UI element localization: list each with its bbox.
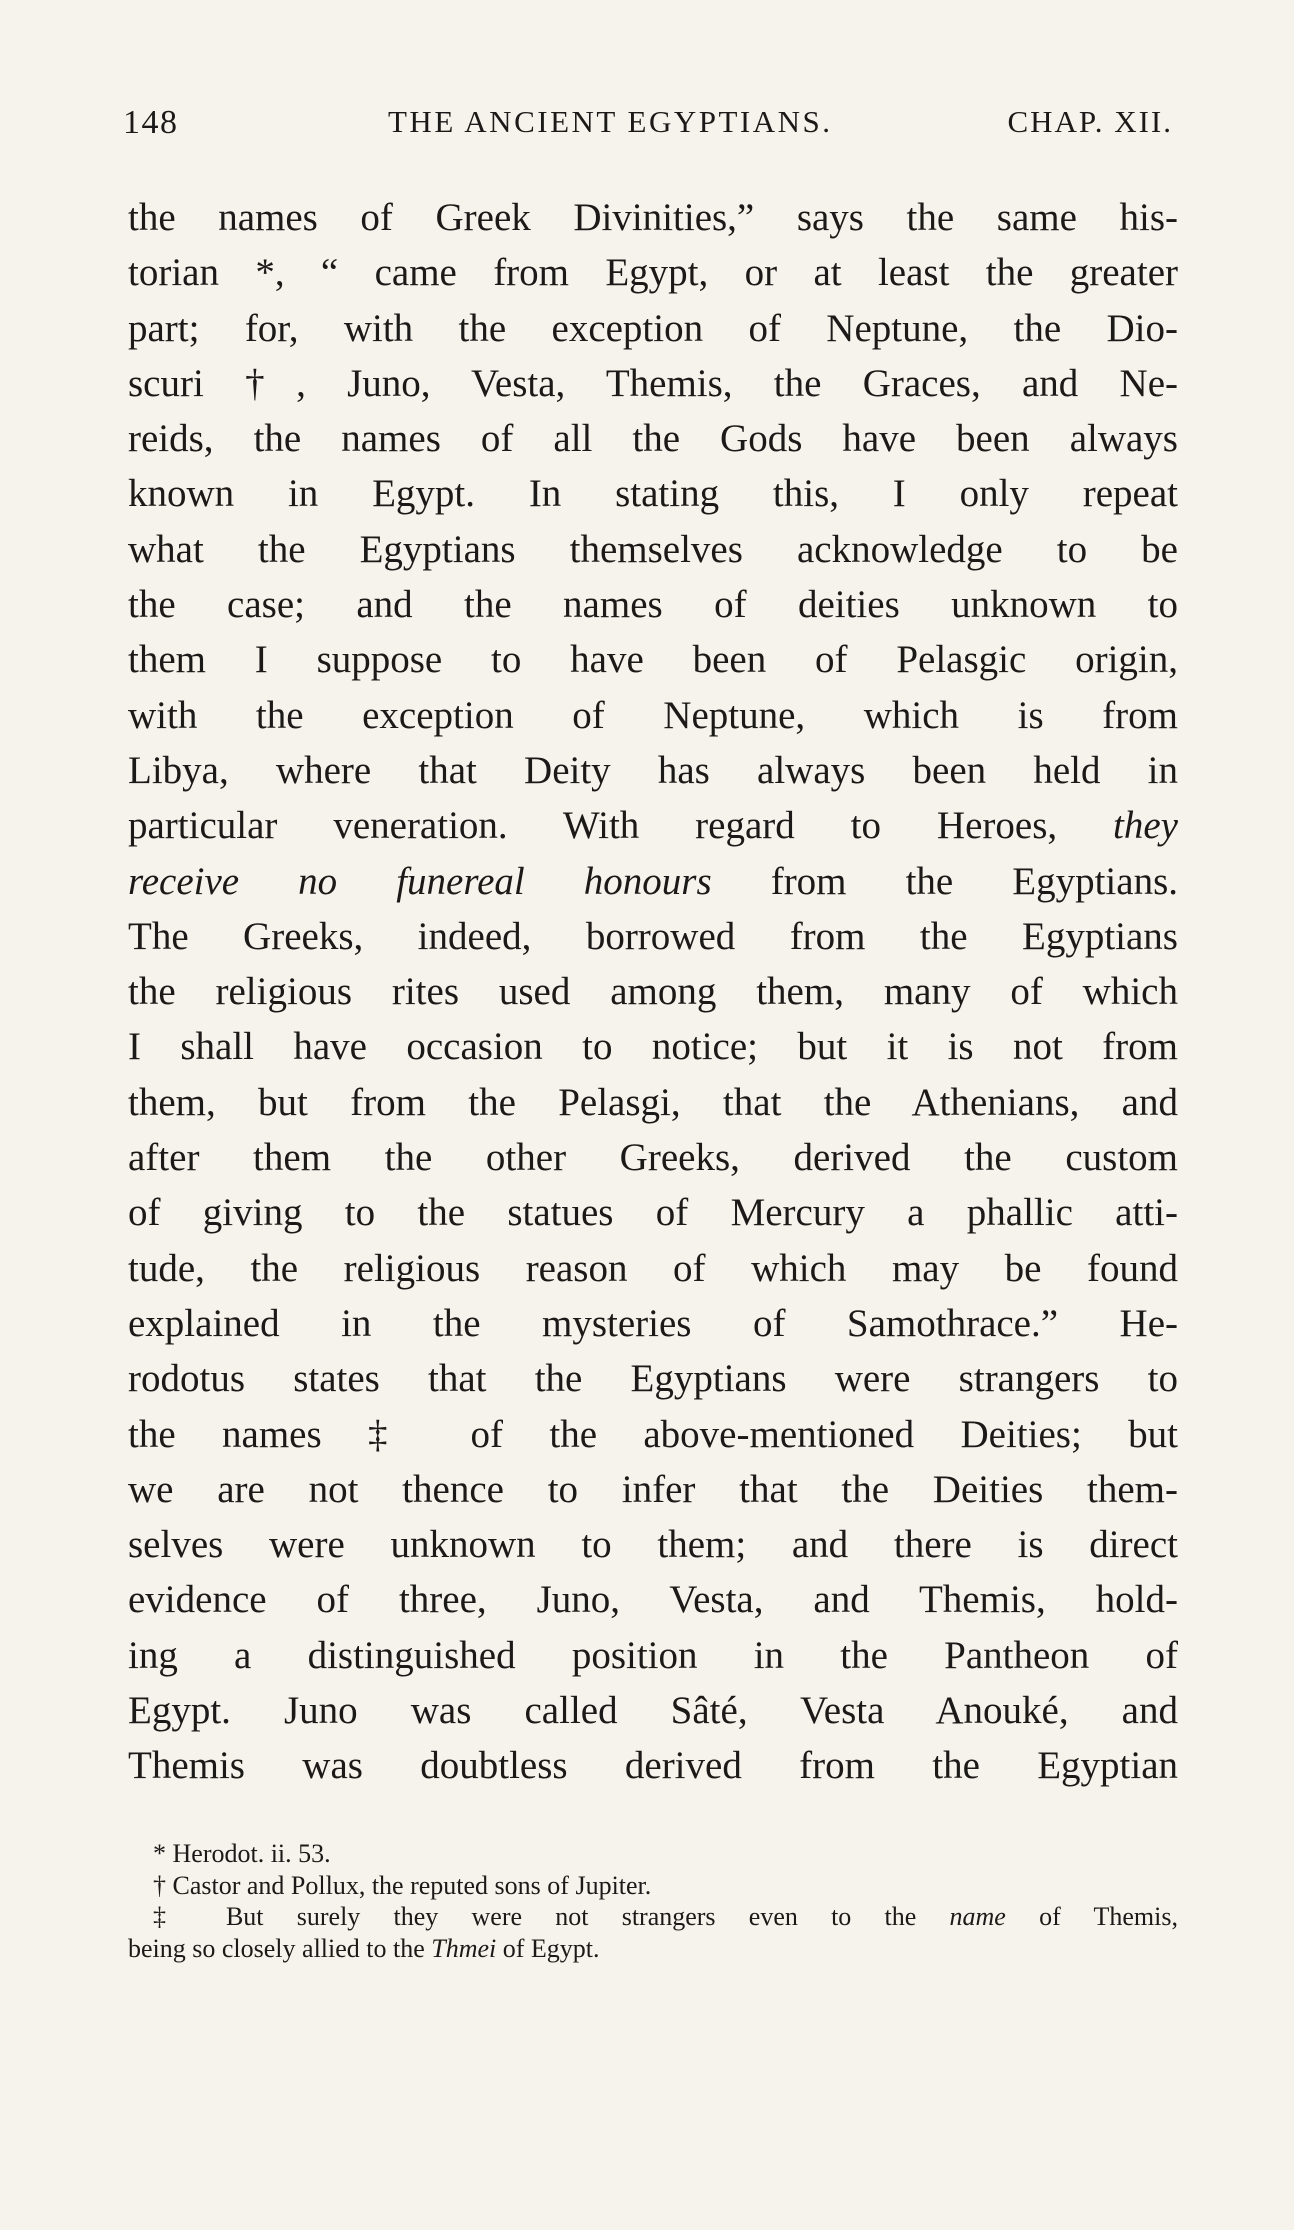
text-line: [128, 798, 1178, 853]
text-segment: them, but from the Pelasgi, that the Athenians, and: [128, 1080, 1178, 1124]
text-segment: evidence of three, Juno, Vesta, and Themis, hold-: [128, 1578, 1178, 1622]
text-segment: what the Egyptians themselves acknowledge to be: [128, 527, 1178, 571]
main-text: [128, 190, 1178, 1794]
text-line: [128, 301, 1178, 356]
text-line: [128, 964, 1178, 1019]
text-segment: The Greeks, indeed, borrowed from the Egyptians: [128, 914, 1178, 958]
text-line: [128, 1628, 1178, 1683]
chapter-label: CHAP. XII.: [1007, 104, 1173, 139]
text-segment: from the Egyptians.: [711, 859, 1178, 903]
text-segment: after them the other Greeks, derived the custom: [128, 1136, 1178, 1180]
footnote-4-italic: Thmei: [431, 1933, 497, 1963]
text-segment: rodotus states that the Egyptians were strangers to: [128, 1357, 1178, 1401]
text-line: [128, 356, 1178, 411]
footnote-3-continued: [128, 1933, 1178, 1965]
text-segment: scuri †, Juno, Vesta, Themis, the Graces, and Ne-: [128, 361, 1178, 405]
text-line: [128, 1517, 1178, 1572]
text-line: [128, 1130, 1178, 1185]
text-segment: part; for, with the exception of Neptune, the Dio-: [128, 306, 1178, 350]
footnote-2: † Castor and Pollux, the reputed sons of Jupiter.: [153, 1870, 652, 1900]
footnote-3-text: ‡ But surely they were not strangers even to the: [153, 1902, 950, 1931]
text-segment: with the exception of Neptune, which is from: [128, 693, 1178, 737]
text-line: [128, 1351, 1178, 1406]
running-header: [123, 104, 1173, 150]
text-segment: the case; and the names of deities unknown to: [128, 583, 1178, 627]
text-line: [128, 245, 1178, 300]
text-line: [128, 411, 1178, 466]
text-line: [128, 577, 1178, 632]
page-number: 148: [123, 104, 179, 141]
text-segment: particular veneration. With regard to Heroes,: [128, 804, 1114, 848]
footnote-3-italic: name: [949, 1902, 1006, 1931]
text-segment: Themis was doubtless derived from the Egyptian: [128, 1744, 1178, 1788]
text-line: [128, 632, 1178, 687]
text-line: [128, 1241, 1178, 1296]
text-line: [128, 688, 1178, 743]
text-line: [128, 1683, 1178, 1738]
text-line: [128, 190, 1178, 245]
text-segment: explained in the mysteries of Samothrace.” He-: [128, 1301, 1178, 1345]
text-line: [128, 466, 1178, 521]
text-segment: tude, the religious reason of which may be found: [128, 1246, 1178, 1290]
footnotes: [128, 1838, 1178, 1964]
text-segment: Egypt. Juno was called Sâté, Vesta Anouké, and: [128, 1689, 1178, 1733]
footnote-3: [128, 1901, 1178, 1933]
text-segment: them I suppose to have been of Pelasgic origin,: [128, 638, 1178, 682]
text-segment: I shall have occasion to notice; but it is not from: [128, 1025, 1178, 1069]
text-line: [128, 1407, 1178, 1462]
text-segment: of giving to the statues of Mercury a phallic atti-: [128, 1191, 1178, 1235]
text-line: [128, 1462, 1178, 1517]
text-segment: the names of Greek Divinities,” says the same his-: [128, 196, 1178, 239]
italic-segment: they: [1113, 804, 1178, 848]
text-line: [128, 1019, 1178, 1074]
footnote-4-tail: of Egypt.: [496, 1933, 600, 1963]
footnote-3-tail: of Themis,: [1005, 1902, 1178, 1931]
text-line: [128, 1075, 1178, 1130]
italic-segment: receive no funereal honours: [128, 859, 712, 903]
text-segment: the names ‡ of the above-mentioned Deities; but: [128, 1412, 1178, 1456]
text-segment: torian *, “ came from Egypt, or at least the greater: [128, 251, 1178, 295]
text-segment: known in Egypt. In stating this, I only repeat: [128, 472, 1178, 516]
text-segment: reids, the names of all the Gods have been always: [128, 417, 1178, 461]
text-segment: ing a distinguished position in the Pantheon of: [128, 1633, 1178, 1677]
text-segment: selves were unknown to them; and there is direct: [128, 1523, 1178, 1567]
footnote-1: * Herodot. ii. 53.: [153, 1839, 331, 1868]
footnote-4-text: being so closely allied to the: [128, 1933, 432, 1963]
text-line: [128, 1572, 1178, 1627]
text-segment: the religious rites used among them, many of which: [128, 970, 1178, 1014]
text-line: [128, 909, 1178, 964]
running-title: THE ANCIENT EGYPTIANS.: [388, 104, 833, 139]
text-line: [128, 743, 1178, 798]
text-line: [128, 1296, 1178, 1351]
text-line: [128, 1185, 1178, 1240]
text-line: [128, 854, 1178, 909]
text-line: [128, 522, 1178, 577]
text-line: [128, 1738, 1178, 1793]
text-segment: Libya, where that Deity has always been held in: [128, 748, 1178, 792]
text-segment: we are not thence to infer that the Deities them-: [128, 1467, 1178, 1511]
